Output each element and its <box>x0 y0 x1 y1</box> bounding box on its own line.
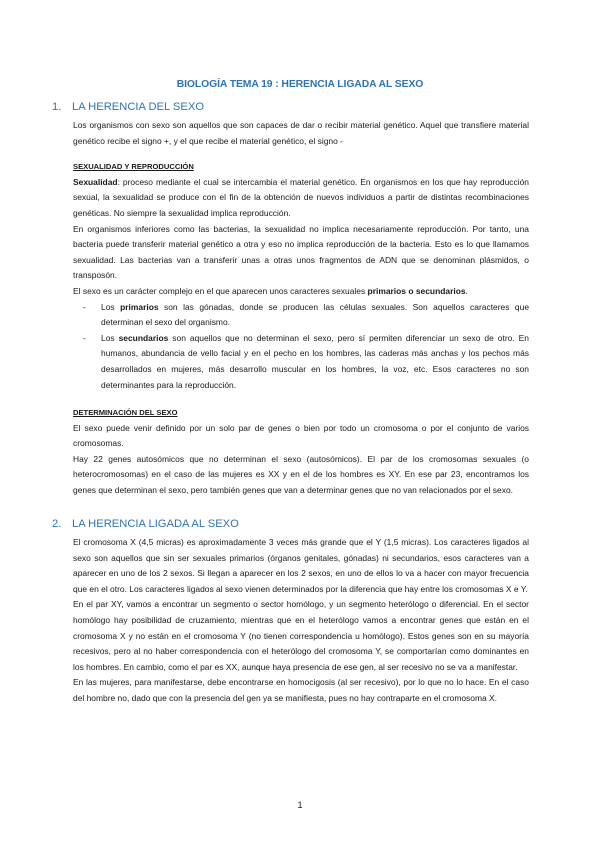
subheading-determinacion: DETERMINACIÓN DEL SEXO <box>73 408 178 418</box>
term-sexualidad: Sexualidad <box>73 176 118 187</box>
paragraph-determinacion-2: Hay 22 genes autosómicos que no determinan el sexo (autosómicos). El par de los cromosomas sexuales (o heterocromosomas) en el caso de las mujeres es XX y en el de los hombres es XY. En ese par 23, encontramos los genes que determinan el sexo, pero también genes que van a determinar genes que no van relacionados por el sexo. <box>73 453 529 496</box>
list-item-secundarios: - Los secundarios son aquellos que no determinan el sexo, pero sí permiten diferenciar un sexo de otro. En humanos, abundancia de vello facial y en el pecho en los hombres, las caderas más anchas y los pechos más desarrollados en mujeres, más desarrollo muscular en los hombres, la voz, etc. Esos caracteres no son determinantes para la reproducción. <box>83 332 529 390</box>
section-1-heading <box>52 101 204 113</box>
paragraph-par-xy: En el par XY, vamos a encontrar un segmento o sector homólogo, y un segmento heterólogo o diferencial. En el sector homólogo hay posibilidad de cruzamiento, mientras que en el heterólogo vamos a encontrar genes que están en el cromosoma X y no están en el cromosoma Y (no tienen correspondencia u homólogo). Estos genes son en su mayoría recesivos, pero al no haber correspondencia con el heterólogo del cromosoma Y, se comportarían como dominantes en los hombres. En cambio, como el par es XX, aunque haya presencia de ese gen, al ser recesivo no se va a manifestar. <box>73 599 529 672</box>
paragraph-cromosoma-x: El cromosoma X (4,5 micras) es aproximadamente 3 veces más grande que el Y (1,5 micras). Los caracteres ligados al sexo son aquellos que sin ser sexuales primarios (órganos genitales, gónadas) ni secundarios, esos caracteres van a aparecer en uno de los 2 sexos. Si llegan a aparecer en los 2 sexos, en uno de ellos lo va a hacer con mayor frecuencia que en el otro. Los caracteres ligados al sexo vienen determinados por la diferencia que hay entre los cromosomas X e Y. <box>73 537 529 594</box>
section-1-body <box>73 118 529 499</box>
paragraph-mujeres: En las mujeres, para manifestarse, debe encontrarse en homocigosis (al ser recesivo), por lo que no lo hace. En el caso del hombre no, dado que con la presencia del gen ya se manifiesta, pues no hay contraparte en el cromosoma X. <box>73 677 529 703</box>
section-1-intro: Los organismos con sexo son aquellos que son capaces de dar o recibir material genético. Aquel que transfiere material genético recibe el signo +, y el que recibe el material genético, el signo - <box>73 120 529 146</box>
list-dash: - <box>83 301 86 312</box>
document-title: BIOLOGÍA TEMA 19 : HERENCIA LIGADA AL SEXO <box>176 79 424 90</box>
section-2-number: 2. <box>52 518 62 530</box>
paragraph-caracteres: El sexo es un carácter complejo en el que aparecen unos caracteres sexuales primarios o secundarios. <box>73 285 468 296</box>
section-2-body <box>73 535 529 707</box>
section-1-title: LA HERENCIA DEL SEXO <box>72 101 205 113</box>
list-item-primarios: - Los primarios son las gónadas, donde se producen las células sexuales. Son aquellos caracteres que determinan el sexo del organismo. <box>83 301 530 328</box>
paragraph-bacterias: En organismos inferiores como las bacterias, la sexualidad no implica necesariamente reproducción. Por tanto, una bacteria puede transferir material genético a otra y eso no implica reproducción de la bacteria. Esto es lo que llamamos sexualidad. Las bacterias van a transferir unas a otras unos fragmentos de ADN que se denominan plásmidos, o transposón. <box>73 223 529 281</box>
subheading-sexualidad: SEXUALIDAD Y REPRODUCCIÓN <box>73 162 194 172</box>
section-2-title: LA HERENCIA LIGADA AL SEXO <box>72 518 239 530</box>
list-dash: - <box>83 332 86 343</box>
section-2-heading <box>52 518 239 530</box>
paragraph-determinacion-1: El sexo puede venir definido por un solo par de genes o bien por todo un cromosoma o por el conjunto de varios cromosomas. <box>73 422 529 449</box>
section-1-number: 1. <box>52 101 62 113</box>
page-number: 1 <box>297 800 303 810</box>
paragraph-sexualidad: Sexualidad: proceso mediante el cual se intercambia el material genético. En organismos en los que hay reproducción sexual, la sexualidad se produce con el fin de la obtención de nuevos individuos a partir de distintas recombinaciones genéticas. No siempre la sexualidad implica reproducción. <box>73 176 529 218</box>
